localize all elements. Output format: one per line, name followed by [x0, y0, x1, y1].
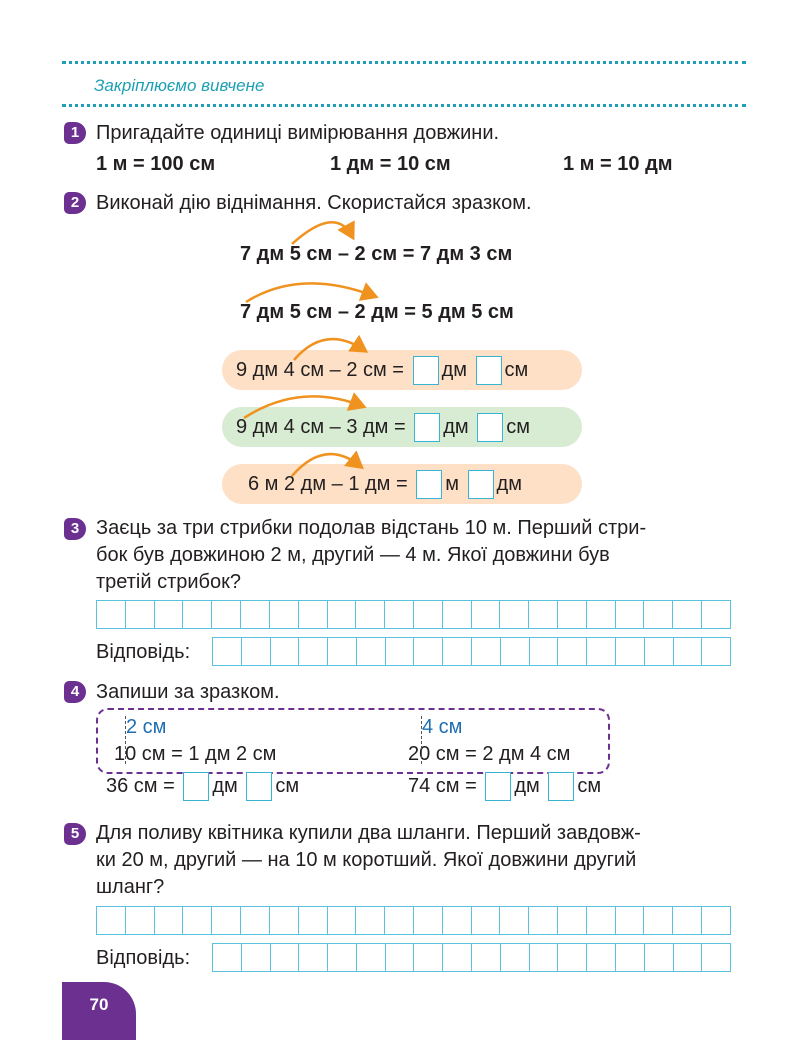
- task4-question-2: [408, 766, 601, 806]
- task4-example-2-top: 4 см: [422, 716, 463, 738]
- task1-eq-m-dm: 1 м = 10 дм: [563, 153, 673, 175]
- task5-answer-grid[interactable]: [212, 943, 731, 972]
- task2-text: Виконай дію віднімання. Скористайся зразком.: [96, 192, 532, 214]
- task-number-2: 2: [64, 192, 86, 214]
- task1-eq-dm-cm: 1 дм = 10 см: [330, 153, 451, 175]
- task4-split-marker-2: [421, 716, 422, 764]
- task2-sample-2: 7 дм 5 см – 2 дм = 5 дм 5 см: [240, 301, 514, 323]
- task4-example-2-eq: 20 см = 2 дм 4 см: [408, 743, 571, 765]
- unit-label: см: [577, 775, 602, 797]
- task4-example-1-top: 2 см: [126, 716, 167, 738]
- answer-box[interactable]: [246, 772, 272, 801]
- answer-box[interactable]: [414, 413, 440, 442]
- task3-line-2: бок був довжиною 2 м, другий — 4 м. Якої довжини був: [96, 544, 610, 566]
- task5-line-2: ки 20 м, другий — на 10 м коротший. Якої довжини другий: [96, 849, 637, 871]
- unit-label: дм: [443, 416, 469, 438]
- task3-answer-label: Відповідь:: [96, 641, 191, 663]
- unit-label: см: [504, 359, 529, 381]
- header-divider-bottom: [62, 104, 746, 107]
- unit-label: дм: [496, 473, 522, 495]
- task1-eq-m-cm: 1 м = 100 см: [96, 153, 216, 175]
- task3-solution-grid[interactable]: [96, 600, 731, 629]
- task2-row-2: [236, 407, 530, 447]
- answer-box[interactable]: [416, 470, 442, 499]
- answer-box[interactable]: [183, 772, 209, 801]
- task2-sample-1: 7 дм 5 см – 2 см = 7 дм 3 см: [240, 243, 513, 265]
- task2-row-3: [248, 464, 522, 504]
- task-number-3: 3: [64, 518, 86, 540]
- task4-q2-text: 74 см =: [408, 775, 477, 797]
- task4-text: Запиши за зразком.: [96, 681, 280, 703]
- answer-box[interactable]: [468, 470, 494, 499]
- task5-line-1: Для поливу квітника купили два шланги. Перший завдовж-: [96, 822, 641, 844]
- unit-label: дм: [441, 359, 467, 381]
- page-number: 70: [62, 982, 136, 1040]
- unit-label: см: [275, 775, 300, 797]
- unit-label: дм: [514, 775, 540, 797]
- task2-row-2-expr: 9 дм 4 см – 3 дм =: [236, 416, 406, 438]
- task3-line-1: Заєць за три стрибки подолав відстань 10 м. Перший стри-: [96, 517, 647, 539]
- task2-row-1-expr: 9 дм 4 см – 2 см =: [236, 359, 404, 381]
- task4-split-marker-1: [125, 716, 126, 764]
- task5-answer-label: Відповідь:: [96, 947, 191, 969]
- task4-q1-text: 36 см =: [106, 775, 175, 797]
- task-number-1: 1: [64, 122, 86, 144]
- task4-question-1: [106, 766, 299, 806]
- task5-line-3: шланг?: [96, 876, 165, 898]
- task5-solution-grid[interactable]: [96, 906, 731, 935]
- task2-row-3-expr: 6 м 2 дм – 1 дм =: [248, 473, 408, 495]
- task1-text: Пригадайте одиниці вимірювання довжини.: [96, 122, 500, 144]
- task3-answer-grid[interactable]: [212, 637, 731, 666]
- unit-label: м: [445, 473, 459, 495]
- task4-example-1-eq: 10 см = 1 дм 2 см: [114, 743, 277, 765]
- section-heading: Закріплюємо вивчене: [94, 76, 265, 95]
- unit-label: дм: [212, 775, 238, 797]
- answer-box[interactable]: [476, 356, 502, 385]
- task-number-5: 5: [64, 823, 86, 845]
- header-divider-top: [62, 61, 746, 64]
- task2-row-1: [236, 350, 528, 390]
- unit-label: см: [506, 416, 530, 438]
- answer-box[interactable]: [548, 772, 574, 801]
- answer-box[interactable]: [477, 413, 503, 442]
- answer-box[interactable]: [413, 356, 439, 385]
- task3-line-3: третій стрибок?: [96, 571, 241, 593]
- answer-box[interactable]: [485, 772, 511, 801]
- task-number-4: 4: [64, 681, 86, 703]
